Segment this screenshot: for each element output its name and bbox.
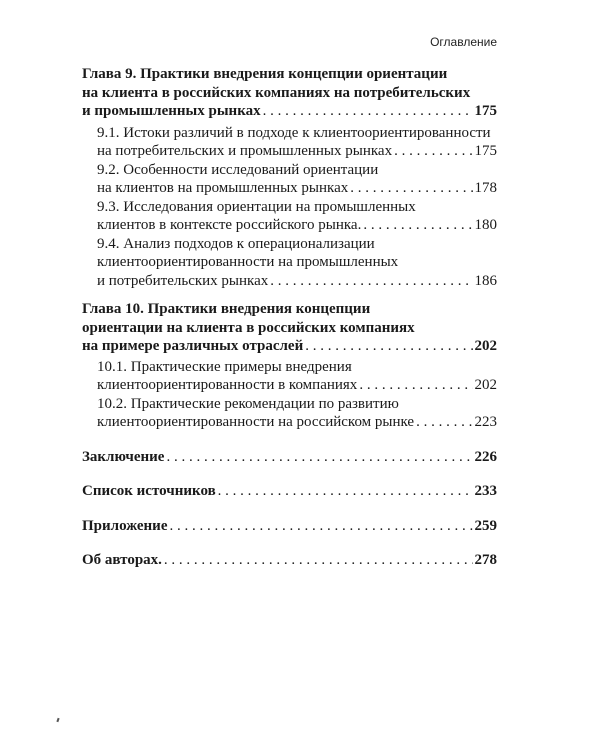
page-number: 278: [474, 552, 497, 568]
page-number: 259: [474, 517, 497, 534]
toc-line: 9.3. Исследования ориентации на промышленных: [97, 198, 416, 215]
toc-line: 10.2. Практические рекомендации по развитию: [97, 395, 399, 412]
page-number: 175: [474, 143, 497, 159]
page-number: 233: [474, 483, 497, 499]
toc-line: клиентоориентированности на промышленных: [97, 254, 399, 270]
toc-chapter-10[interactable]: [82, 300, 497, 356]
toc-section-9-2[interactable]: [97, 161, 497, 198]
dot-leader: [363, 216, 472, 235]
toc-line: Приложение: [82, 517, 168, 534]
dot-leader: [218, 482, 473, 501]
toc-line: Глава 10. Практики внедрения концепции: [82, 301, 371, 317]
toc-section-9-3[interactable]: [97, 198, 497, 235]
toc-line: клиентов в контексте российского рынка.: [97, 217, 362, 233]
dot-leader: [394, 142, 472, 161]
toc-about-authors[interactable]: [82, 551, 497, 570]
page-number: 202: [474, 338, 497, 354]
page-number: 180: [474, 217, 497, 233]
scan-speck: [56, 718, 59, 722]
toc-appendix[interactable]: [82, 517, 497, 536]
toc-section-10-2[interactable]: [97, 395, 497, 432]
dot-leader: [416, 413, 472, 432]
toc-line: 9.1. Истоки различий в подходе к клиентоориентированности: [97, 124, 491, 141]
toc-line: Об авторах.: [82, 552, 162, 568]
page-number: 186: [474, 272, 497, 289]
dot-leader: [263, 102, 473, 121]
toc-line: клиентоориентированности на российском рынке: [97, 414, 415, 430]
dot-leader: [359, 376, 472, 395]
toc-line: и промышленных рынках: [82, 103, 261, 119]
dot-leader: [305, 337, 472, 356]
dot-leader: [166, 448, 472, 467]
page-number: 226: [474, 448, 497, 465]
dot-leader: [169, 517, 472, 536]
toc-line: Заключение: [82, 448, 165, 465]
page-number: 223: [474, 414, 497, 430]
page-number: 202: [474, 377, 497, 393]
toc-line: клиентоориентированности в компаниях: [97, 377, 358, 393]
toc-line: на потребительских и промышленных рынках: [97, 143, 393, 159]
toc-line: на примере различных отраслей: [82, 338, 304, 354]
toc-line: на клиента в российских компаниях на потребительских: [82, 84, 471, 101]
toc-line: 10.1. Практические примеры внедрения: [97, 358, 352, 375]
toc-line: Глава 9. Практики внедрения концепции ориентации: [82, 66, 448, 82]
toc-section-9-4[interactable]: [97, 235, 497, 291]
dot-leader: [164, 551, 473, 570]
page-number: 178: [474, 180, 497, 196]
table-of-contents: [82, 65, 497, 570]
running-header: Оглавление: [430, 35, 497, 49]
dot-leader: [350, 179, 472, 198]
toc-line: Список источников: [82, 483, 216, 499]
toc-line: на клиентов на промышленных рынках: [97, 180, 349, 196]
toc-section-10-1[interactable]: [97, 358, 497, 395]
toc-section-9-1[interactable]: [97, 124, 497, 161]
toc-line: и потребительских рынках: [97, 272, 269, 289]
toc-line: ориентации на клиента в российских компаниях: [82, 319, 415, 336]
page-number: 175: [474, 103, 497, 119]
toc-line: 9.4. Анализ подходов к операционализации: [97, 235, 375, 252]
dot-leader: [270, 272, 472, 291]
toc-references[interactable]: [82, 482, 497, 501]
toc-line: 9.2. Особенности исследований ориентации: [97, 161, 379, 178]
toc-conclusion[interactable]: [82, 448, 497, 467]
toc-chapter-9[interactable]: [82, 65, 497, 121]
